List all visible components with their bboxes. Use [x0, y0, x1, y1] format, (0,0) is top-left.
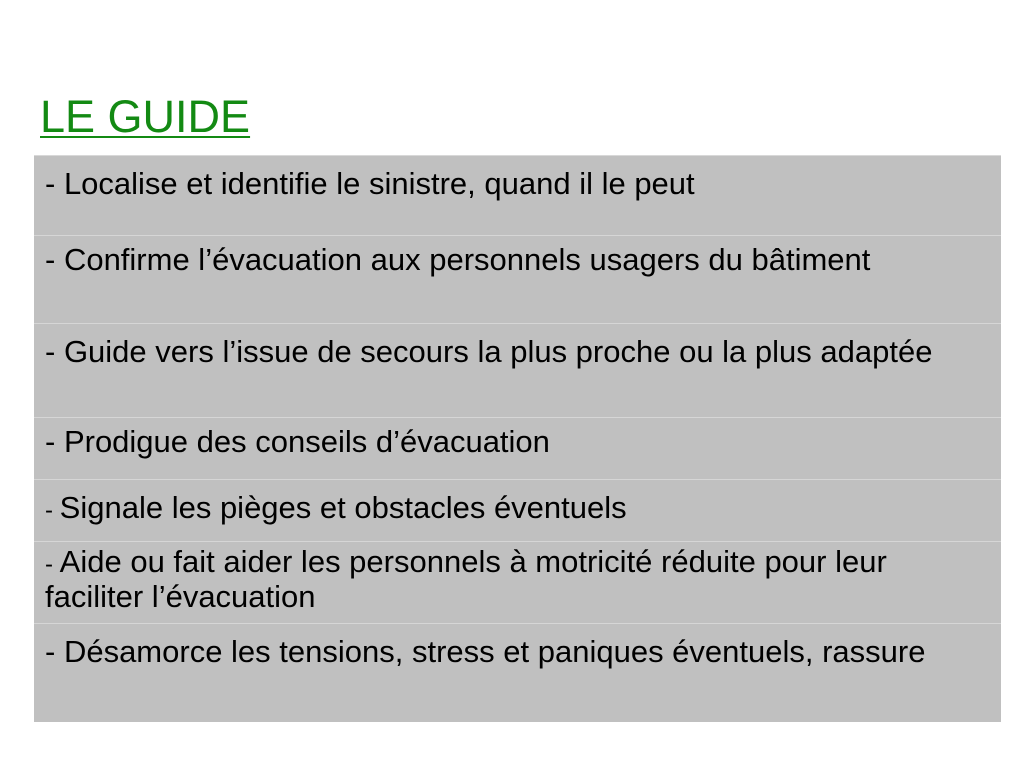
- item-text: Confirme l’évacuation aux personnels usagers du bâtiment: [63, 242, 871, 277]
- list-item: [34, 480, 1001, 542]
- list-item: [34, 156, 1001, 236]
- item-dash: -: [45, 242, 64, 277]
- item-text: Signale les pièges et obstacles éventuels: [59, 490, 627, 525]
- content-box: [34, 155, 1001, 722]
- item-text: Guide vers l’issue de secours la plus proche ou la plus adaptée: [63, 334, 933, 369]
- item-text: Prodigue des conseils d’évacuation: [63, 424, 550, 459]
- item-dash: -: [45, 424, 64, 459]
- item-text: Localise et identifie le sinistre, quand il le peut: [63, 166, 695, 201]
- item-dash: -: [45, 497, 60, 524]
- item-dash: -: [45, 634, 64, 669]
- list-item: [34, 542, 1001, 624]
- list-item: [34, 236, 1001, 324]
- list-item: [34, 624, 1001, 723]
- slide-title: LE GUIDE: [40, 91, 251, 142]
- item-dash: -: [45, 166, 64, 201]
- item-text: Désamorce les tensions, stress et paniques éventuels, rassure: [63, 634, 926, 669]
- item-dash: -: [45, 334, 64, 369]
- item-text: Aide ou fait aider les personnels à motricité réduite pour leur faciliter l’évacuation: [45, 544, 887, 614]
- item-dash: -: [45, 551, 60, 578]
- list-item: [34, 324, 1001, 418]
- list-item: [34, 418, 1001, 480]
